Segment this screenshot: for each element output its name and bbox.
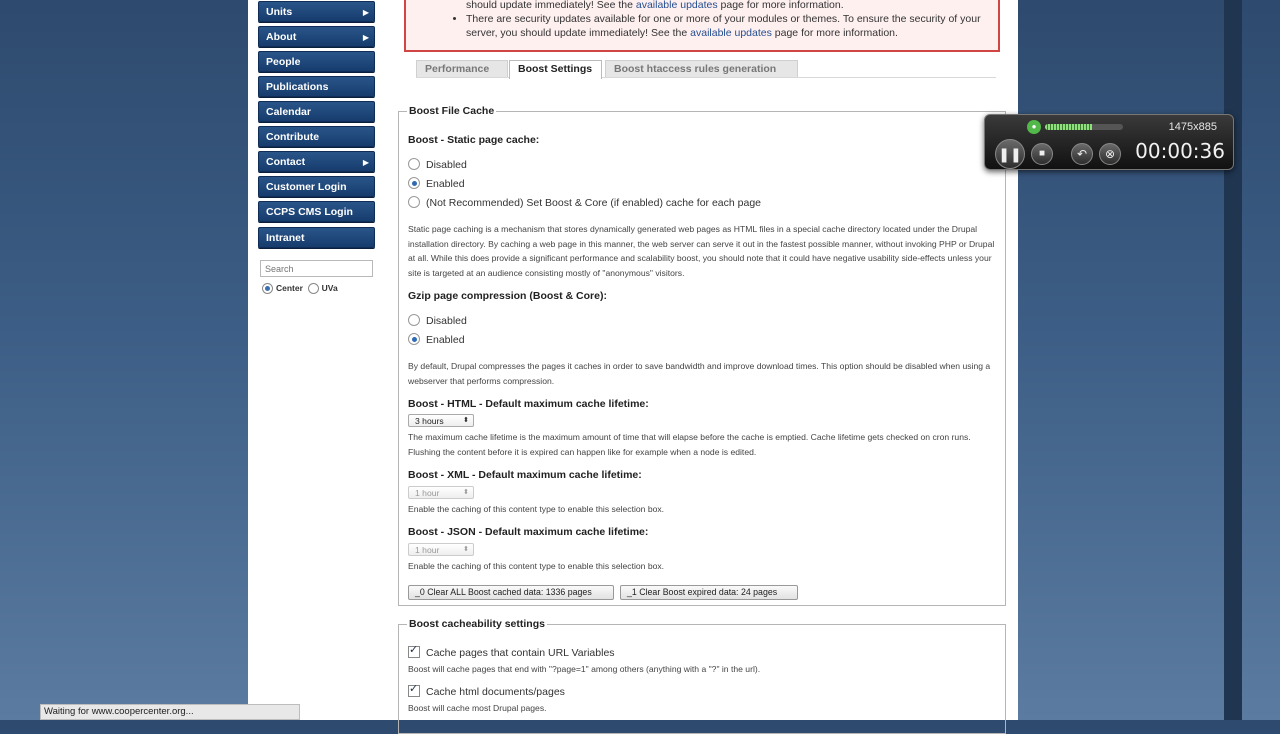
xml-lifetime-select xyxy=(408,486,474,499)
gzip-description: By default, Drupal compresses the pages it caches in order to save bandwidth and improve download times. This option should be disabled when using a webserver that performs compression. xyxy=(408,361,991,386)
cache-html-documents-description: Boost will cache most Drupal pages. xyxy=(408,703,547,713)
sidebar-item-label: Contribute xyxy=(266,131,320,143)
updown-caret-icon: ⬍ xyxy=(463,489,469,496)
sidebar-item-calendar[interactable] xyxy=(258,101,375,122)
sidebar-item-intranet[interactable] xyxy=(258,227,375,248)
xml-lifetime-label: Boost - XML - Default maximum cache lifetime: xyxy=(408,469,642,481)
option-label: Disabled xyxy=(426,315,467,327)
alert-text: page for more information. xyxy=(771,27,898,39)
option-label: (Not Recommended) Set Boost & Core (if enabled) cache for each page xyxy=(426,197,762,209)
boost-cacheability-fieldset xyxy=(398,618,1006,734)
sidebar-item-label: Contact xyxy=(266,156,306,168)
sidebar-item-people[interactable] xyxy=(258,51,375,72)
tab-boost-settings[interactable]: Boost Settings xyxy=(509,60,602,79)
sidebar-item-label: About xyxy=(266,31,297,43)
sidebar-item-label: Units xyxy=(266,6,293,18)
tab-boost-htaccess[interactable]: Boost htaccess rules generation xyxy=(605,60,798,77)
arrow-right-icon: ▶ xyxy=(362,33,369,42)
static-cache-description: Static page caching is a mechanism that stores dynamically generated web pages as HTML files in a special cache directory located under the Drupal installation directory. By caching a web page in this manner, the web server can serve it out in the fastest possible manner, without invoking PHP or Drupal at all. While this does provide a significant performance and scalability boost, you should note that it could have negative usability side-effects unless your site is targeted at an audience consisting mostly of "anonymous" visitors. xyxy=(408,224,995,278)
clear-all-cache-button[interactable]: _0 Clear ALL Boost cached data: 1336 pages xyxy=(408,585,614,600)
browser-status-bar: Waiting for www.coopercenter.org... xyxy=(40,704,300,720)
available-updates-link[interactable]: available updates xyxy=(635,0,718,11)
alert-line-1 xyxy=(466,0,998,12)
checkbox[interactable] xyxy=(408,646,420,658)
sidebar-item-label: CCPS CMS Login xyxy=(266,206,353,218)
option-label: Cache html documents/pages xyxy=(426,686,565,698)
alert-text: should update immediately! See the xyxy=(466,0,636,11)
cancel-button[interactable] xyxy=(1099,143,1121,165)
alert-line-2 xyxy=(466,12,998,40)
scope-uva-radio[interactable] xyxy=(308,283,319,294)
radio-button[interactable] xyxy=(408,158,420,170)
undo-icon: ↶ xyxy=(1076,147,1088,161)
alert-text: page for more information. xyxy=(717,0,844,11)
sidebar-item-ccps-cms-login[interactable] xyxy=(258,201,375,222)
stop-button[interactable] xyxy=(1031,143,1053,165)
capture-size: 1475x885 xyxy=(1168,121,1217,133)
arrow-right-icon: ▶ xyxy=(362,158,369,167)
xml-lifetime-description: Enable the caching of this content type to enable this selection box. xyxy=(408,504,665,514)
cancel-icon: ⊗ xyxy=(1104,147,1116,161)
sidebar-item-about[interactable] xyxy=(258,26,375,47)
json-lifetime-description: Enable the caching of this content type to enable this selection box. xyxy=(408,561,665,571)
pause-button[interactable] xyxy=(995,139,1025,169)
cache-url-variables-description: Boost will cache pages that end with "?page=1" among others (anything with a "?" in the url). xyxy=(408,664,761,674)
recording-timer: 00:00:36 xyxy=(1135,139,1225,163)
option-label: Cache pages that contain URL Variables xyxy=(426,647,615,659)
sidebar-item-customer-login[interactable] xyxy=(258,176,375,197)
static-option-not-recommended[interactable] xyxy=(408,197,761,209)
radio-button[interactable] xyxy=(408,314,420,326)
json-lifetime-label: Boost - JSON - Default maximum cache lifetime: xyxy=(408,526,649,538)
cache-html-documents-option[interactable] xyxy=(408,686,565,698)
tab-performance[interactable]: Performance xyxy=(416,60,508,77)
sidebar-item-label: People xyxy=(266,56,301,68)
scope-uva-label: UVa xyxy=(321,283,338,293)
radio-button[interactable] xyxy=(408,177,420,189)
checkbox[interactable] xyxy=(408,685,420,697)
search-input[interactable] xyxy=(260,260,373,277)
cache-url-variables-option[interactable] xyxy=(408,647,615,659)
sidebar-item-contribute[interactable] xyxy=(258,126,375,147)
gzip-option-enabled[interactable] xyxy=(408,334,465,346)
available-updates-link[interactable]: available updates xyxy=(690,27,772,39)
json-lifetime-select xyxy=(408,543,474,556)
clear-expired-cache-button[interactable]: _1 Clear Boost expired data: 24 pages xyxy=(620,585,798,600)
static-option-disabled[interactable] xyxy=(408,159,467,171)
updown-caret-icon: ⬍ xyxy=(463,546,469,553)
window-edge xyxy=(1224,0,1242,720)
scope-center-label: Center xyxy=(276,283,303,293)
audio-level-fill xyxy=(1045,124,1092,130)
html-lifetime-description: The maximum cache lifetime is the maximum amount of time that will elapse before the cache is emptied. Cache lifetime gets checked on cron runs. Flushing the content before it is expired can happen like for example when a node is edited. xyxy=(408,432,971,457)
main-content xyxy=(396,0,1008,720)
sidebar-item-label: Intranet xyxy=(266,232,305,244)
sidebar-item-label: Customer Login xyxy=(266,181,347,193)
sidebar-item-publications[interactable] xyxy=(258,76,375,97)
microphone-icon[interactable]: ● xyxy=(1027,120,1041,134)
pause-icon: ❚❚ xyxy=(998,146,1022,162)
option-label: Disabled xyxy=(426,159,467,171)
html-lifetime-label: Boost - HTML - Default maximum cache lifetime: xyxy=(408,398,649,410)
scope-center-radio[interactable] xyxy=(262,283,273,294)
screen-recorder-widget[interactable] xyxy=(984,114,1234,170)
undo-button[interactable] xyxy=(1071,143,1093,165)
fieldset-legend: Boost cacheability settings xyxy=(409,618,545,630)
html-lifetime-select[interactable] xyxy=(408,414,474,427)
select-value: 1 hour xyxy=(415,488,440,498)
select-value: 3 hours xyxy=(415,416,444,426)
audio-level-meter xyxy=(1045,124,1123,130)
sidebar-item-label: Calendar xyxy=(266,106,311,118)
fieldset-legend: Boost File Cache xyxy=(409,105,495,117)
static-cache-label: Boost - Static page cache: xyxy=(408,134,540,146)
stop-icon: ■ xyxy=(1038,148,1046,159)
alert-text: There are security updates available for one or more of your modules or themes. To ensure the security of your server, you should update immediately! See the xyxy=(466,13,981,39)
search-scope xyxy=(262,283,338,294)
static-option-enabled[interactable] xyxy=(408,178,465,190)
option-label: Enabled xyxy=(426,178,465,190)
boost-file-cache-fieldset xyxy=(398,105,1006,606)
gzip-label: Gzip page compression (Boost & Core): xyxy=(408,290,607,302)
option-label: Enabled xyxy=(426,334,465,346)
security-alert xyxy=(404,0,1000,52)
radio-button[interactable] xyxy=(408,333,420,345)
gzip-option-disabled[interactable] xyxy=(408,315,467,327)
radio-button[interactable] xyxy=(408,196,420,208)
arrow-right-icon: ▶ xyxy=(362,8,369,17)
sidebar-item-label: Publications xyxy=(266,81,329,93)
sidebar-item-units[interactable] xyxy=(258,1,375,22)
sidebar-item-contact[interactable] xyxy=(258,151,375,172)
select-value: 1 hour xyxy=(415,545,440,555)
updown-caret-icon: ⬍ xyxy=(463,417,469,424)
